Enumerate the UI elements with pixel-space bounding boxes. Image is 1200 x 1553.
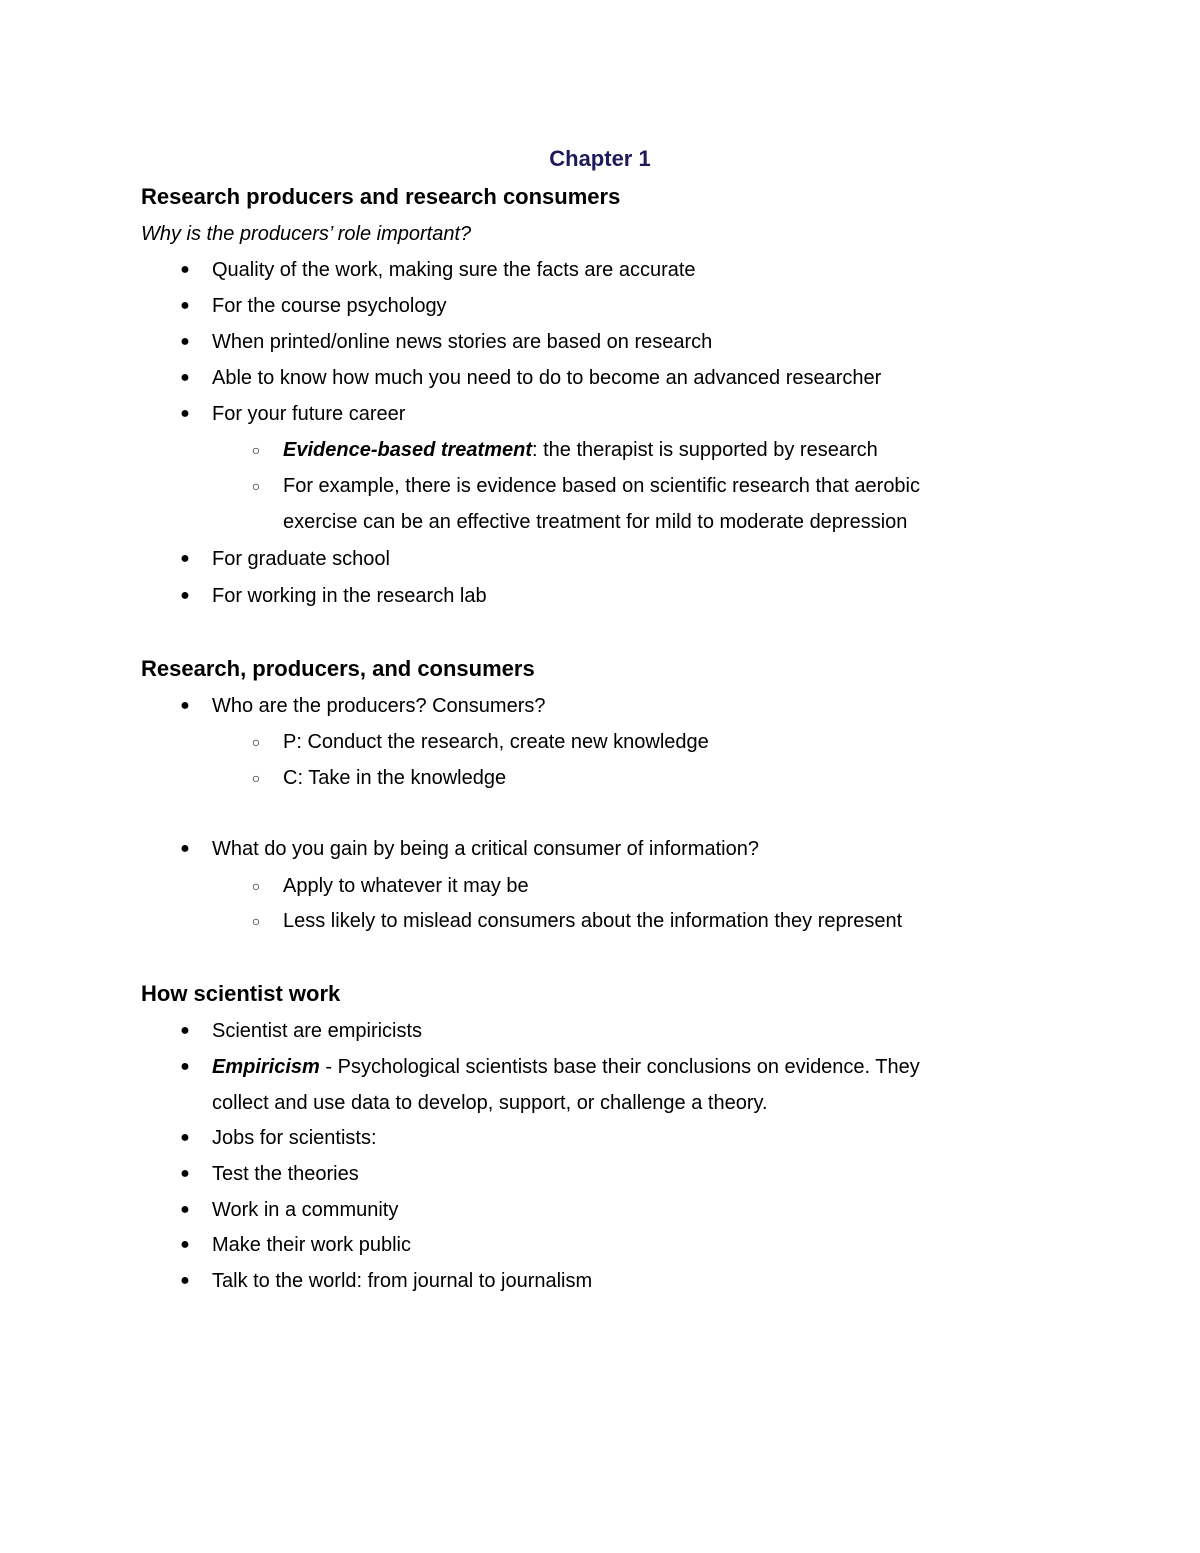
section-heading-producers-consumers: Research producers and research consumers: [141, 184, 621, 209]
list-item: ● Quality of the work, making sure the facts are accurate: [212, 254, 696, 286]
filled-circle-bullet-icon: ●: [180, 297, 190, 314]
filled-circle-bullet-icon: ●: [180, 550, 190, 567]
list-item: ● Empiricism - Psychological scientists base their conclusions on evidence. They: [212, 1051, 920, 1083]
page-title: Chapter 1: [549, 146, 651, 171]
sub-list-item: ○ C: Take in the knowledge: [283, 762, 506, 794]
filled-circle-bullet-icon: ●: [180, 1058, 190, 1075]
filled-circle-bullet-icon: ●: [180, 369, 190, 386]
hollow-circle-bullet-icon: ○: [251, 913, 261, 929]
list-item: ● Make their work public: [212, 1229, 411, 1261]
list-item: ● For your future career: [212, 398, 405, 430]
sub-list-item: ○ Evidence-based treatment: the therapist is supported by research: [283, 434, 878, 466]
list-item: ● Who are the producers? Consumers?: [212, 690, 546, 722]
filled-circle-bullet-icon: ●: [180, 1022, 190, 1039]
section-subheading-role-question: Why is the producers’ role important?: [141, 223, 472, 245]
filled-circle-bullet-icon: ●: [180, 1165, 190, 1182]
list-item: ● Jobs for scientists:: [212, 1122, 377, 1154]
filled-circle-bullet-icon: ●: [180, 1272, 190, 1289]
list-item: ● Talk to the world: from journal to journalism: [212, 1265, 592, 1297]
list-item: ● For graduate school: [212, 543, 390, 575]
hollow-circle-bullet-icon: ○: [251, 478, 261, 494]
hollow-circle-bullet-icon: ○: [251, 734, 261, 750]
list-item: ● For the course psychology: [212, 290, 447, 322]
filled-circle-bullet-icon: ●: [180, 333, 190, 350]
hollow-circle-bullet-icon: ○: [251, 878, 261, 894]
sub-list-item: ○ Apply to whatever it may be: [283, 870, 529, 902]
filled-circle-bullet-icon: ●: [180, 261, 190, 278]
list-item: ● Work in a community: [212, 1194, 398, 1226]
list-item: ● When printed/online news stories are based on research: [212, 326, 712, 358]
hollow-circle-bullet-icon: ○: [251, 442, 261, 458]
list-item: ● For working in the research lab: [212, 580, 487, 612]
filled-circle-bullet-icon: ●: [180, 840, 190, 857]
filled-circle-bullet-icon: ●: [180, 1236, 190, 1253]
filled-circle-bullet-icon: ●: [180, 587, 190, 604]
filled-circle-bullet-icon: ●: [180, 405, 190, 422]
list-item: ● Able to know how much you need to do to become an advanced researcher: [212, 362, 881, 394]
section-heading-research-producers-consumers: Research, producers, and consumers: [141, 656, 535, 681]
section-heading-how-scientist-work: How scientist work: [141, 981, 341, 1006]
filled-circle-bullet-icon: ●: [180, 1201, 190, 1218]
list-item-continuation: collect and use data to develop, support, or challenge a theory.: [212, 1092, 768, 1114]
filled-circle-bullet-icon: ●: [180, 697, 190, 714]
filled-circle-bullet-icon: ●: [180, 1129, 190, 1146]
list-item: ● Test the theories: [212, 1158, 359, 1190]
term-evidence-based-treatment: Evidence-based treatment: [283, 439, 532, 461]
term-empiricism: Empiricism: [212, 1056, 320, 1078]
list-item: ● Scientist are empiricists: [212, 1015, 422, 1047]
sub-list-item: ○ P: Conduct the research, create new knowledge: [283, 726, 709, 758]
sub-list-item: ○ For example, there is evidence based on scientific research that aerobic: [283, 470, 920, 502]
sub-list-item-continuation: exercise can be an effective treatment for mild to moderate depression: [283, 511, 908, 533]
sub-list-item: ○ Less likely to mislead consumers about the information they represent: [283, 905, 902, 937]
hollow-circle-bullet-icon: ○: [251, 770, 261, 786]
list-item: ● What do you gain by being a critical consumer of information?: [212, 833, 759, 865]
